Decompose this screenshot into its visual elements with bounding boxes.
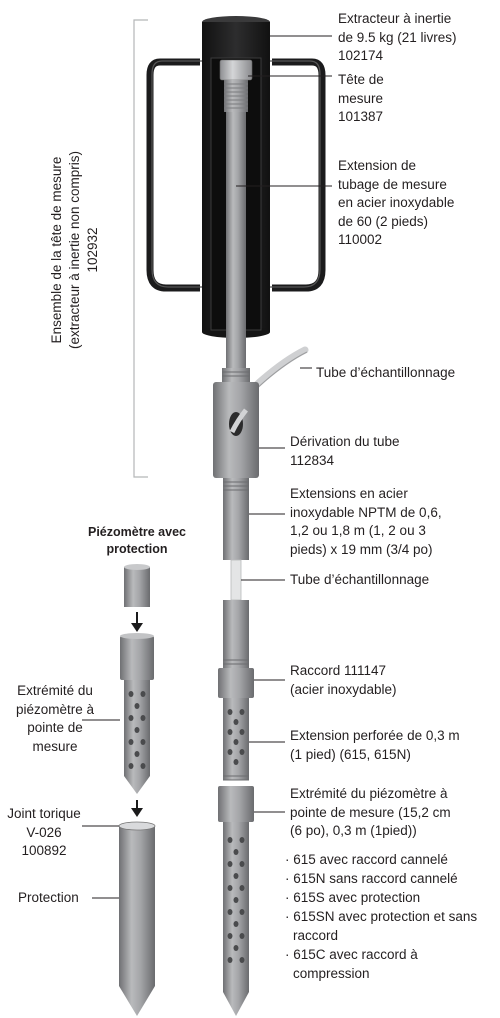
- piezometer-tip-left: [120, 633, 154, 794]
- protection-label: Protection: [18, 890, 79, 905]
- model-item: · 615C avec raccord à compression: [285, 945, 497, 983]
- hammer-handle-right: [272, 62, 322, 288]
- piezometer-tip-right: [218, 786, 254, 1016]
- model-item: · 615 avec raccord cannelé: [285, 850, 497, 869]
- model-item: · 615S avec protection: [285, 888, 497, 907]
- casing-extension-label: Extension de tubage de mesure en acier inoxydable de 60 (2 pieds) 110002: [338, 158, 455, 247]
- left-tip-label: Extrémité du piézomètre à pointe de mesure: [15, 683, 95, 754]
- measurement-head: [220, 60, 252, 112]
- model-item: · 615SN avec protection et sans raccord: [285, 907, 497, 945]
- model-item: · 615N sans raccord cannelé: [285, 869, 497, 888]
- head-label: Tête de mesure 101387: [338, 72, 384, 124]
- piezometer-tip-label: Extrémité du piézomètre à pointe de mesure (15,2 cm (6 po), 0,3 m (1pied)): [290, 786, 451, 838]
- protection-cap: [124, 564, 150, 607]
- protection-sleeve: [119, 822, 155, 1016]
- tube-bypass: [213, 368, 259, 478]
- arrow-down-icon: [131, 623, 143, 632]
- lower-extension: [223, 600, 249, 668]
- bypass-label: Dérivation du tube 112834: [290, 434, 400, 468]
- casing-extension: [226, 112, 246, 372]
- coupling: [218, 668, 254, 698]
- assembly-bracket: [134, 20, 148, 477]
- extractor-label: Extracteur à inertie de 9.5 kg (21 livres) 102174: [338, 11, 457, 63]
- perforated-extension-label: Extension perforée de 0,3 m (1 pied) (615, 615N): [290, 728, 460, 762]
- piezometer-protection-title: Piézomètre avec protection: [88, 525, 186, 556]
- sampling-tube-label-2: Tube d’échantillonnage: [290, 572, 430, 587]
- sampling-tube-bottom: [231, 560, 241, 600]
- arrow-down-icon: [131, 808, 143, 817]
- nptm-extensions-label: Extensions en acier inoxydable NPTM de 0,6, 1,2 ou 1,8 m (1, 2 ou 3 pieds) x 19 mm (3/4 po): [290, 486, 442, 557]
- assembly-label: Ensemble de la tête de mesure (extracteur à inertie non compris) 102932: [49, 150, 100, 350]
- o-ring-label: Joint torique V-026 100892: [7, 806, 81, 858]
- perforated-extension: [223, 698, 249, 780]
- model-list: [285, 850, 497, 983]
- coupling-label: Raccord 111147 (acier inoxydable): [290, 663, 397, 697]
- sampling-tube-label-1: Tube d’échantillonnage: [316, 365, 456, 380]
- hammer-handle-left: [150, 62, 200, 288]
